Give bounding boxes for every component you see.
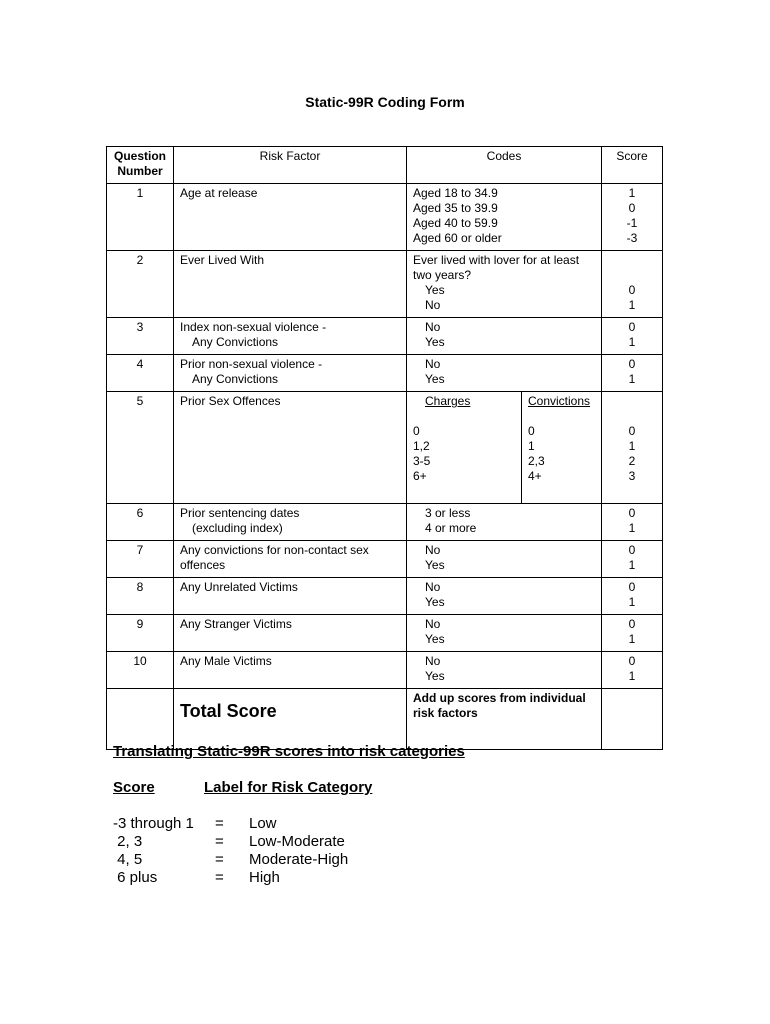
score-cell <box>602 318 663 355</box>
code-text: Yes <box>425 669 445 683</box>
convictions-value: 2,3 <box>528 454 545 468</box>
convictions-value: 0 <box>528 424 535 438</box>
category-score: 4, 5 <box>113 851 143 868</box>
risk-factor-text: Any Stranger Victims <box>180 617 292 631</box>
codes-header: Codes <box>407 147 602 184</box>
score-value: 0 <box>628 283 636 297</box>
code-text: No <box>425 543 441 557</box>
risk-factor-text: Any Male Victims <box>180 654 272 668</box>
category-label: High <box>249 869 280 886</box>
number-header-line: Number <box>117 164 163 178</box>
total-note-text: risk factors <box>413 706 478 720</box>
risk-factor-cell <box>174 615 407 652</box>
charges-value: 1,2 <box>413 439 430 453</box>
charges-value: 0 <box>413 424 420 438</box>
question-number: 6 <box>107 504 174 541</box>
score-cell <box>602 355 663 392</box>
code-text: 4 or more <box>425 521 477 535</box>
code-text: two years? <box>413 268 472 282</box>
question-number: 10 <box>107 652 174 689</box>
category-equals: = <box>215 833 224 850</box>
form-title: Static-99R Coding Form <box>305 94 465 110</box>
category-score: -3 through 1 <box>113 815 194 832</box>
total-score-input[interactable] <box>602 689 663 750</box>
code-text: Aged 18 to 34.9 <box>413 186 498 200</box>
code-text: No <box>425 357 441 371</box>
question-number: 2 <box>107 251 174 318</box>
code-text: Aged 40 to 59.9 <box>413 216 498 230</box>
score-value: -1 <box>626 216 638 230</box>
category-equals: = <box>215 815 224 832</box>
question-number: 4 <box>107 355 174 392</box>
score-cell <box>602 578 663 615</box>
spacer-line <box>528 484 595 499</box>
risk-factor-text: Age at release <box>180 186 258 200</box>
score-value: 1 <box>628 521 636 535</box>
coding-table <box>106 146 663 750</box>
score-value: 0 <box>628 543 636 557</box>
table-row <box>107 504 663 541</box>
score-value: 0 <box>628 201 636 215</box>
score-value: 1 <box>628 595 636 609</box>
total-note-text: Add up scores from individual <box>413 691 586 705</box>
score-value: 1 <box>628 186 636 200</box>
spacer-line <box>608 409 656 424</box>
score-value: 0 <box>628 320 636 334</box>
code-text: Aged 60 or older <box>413 231 502 245</box>
code-text: No <box>425 580 441 594</box>
charges-value: 3-5 <box>413 454 431 468</box>
score-cell <box>602 615 663 652</box>
score-column-heading: Score <box>113 779 155 796</box>
code-text: Yes <box>425 632 445 646</box>
risk-factor-text: Prior sentencing dates <box>180 506 300 520</box>
score-value: 1 <box>628 439 636 453</box>
total-label-cell <box>174 689 407 750</box>
score-value: -3 <box>626 231 638 245</box>
score-cell <box>602 652 663 689</box>
code-text: No <box>425 617 441 631</box>
risk-factor-text: offences <box>180 558 226 572</box>
category-label: Low <box>249 815 277 832</box>
label-column-heading: Label for Risk Category <box>204 779 373 796</box>
question-number: 7 <box>107 541 174 578</box>
convictions-header: Convictions <box>528 394 591 408</box>
score-value: 0 <box>628 617 636 631</box>
risk-factor-cell <box>174 504 407 541</box>
risk-factor-text: Any convictions for non-contact sex <box>180 543 369 557</box>
score-value: 0 <box>628 424 636 438</box>
table-row <box>107 392 663 504</box>
score-value: 0 <box>628 357 636 371</box>
table-row <box>107 615 663 652</box>
code-text: 3 or less <box>425 506 471 520</box>
code-text: No <box>425 320 441 334</box>
codes-cell <box>407 541 602 578</box>
convictions-value: 4+ <box>528 469 542 483</box>
score-cell <box>602 504 663 541</box>
code-text: Yes <box>425 595 445 609</box>
code-text: Ever lived with lover for at least <box>413 253 580 267</box>
risk-factor-cell <box>174 251 407 318</box>
table-row <box>107 251 663 318</box>
risk-factor-cell <box>174 392 407 504</box>
risk-factor-text: Any Convictions <box>192 372 279 386</box>
charges-header: Charges <box>425 394 471 408</box>
table-row <box>107 578 663 615</box>
codes-cell <box>407 504 602 541</box>
codes-cell <box>407 652 602 689</box>
risk-factor-text: Prior Sex Offences <box>180 394 281 408</box>
score-value: 1 <box>628 632 636 646</box>
score-value: 1 <box>628 298 636 312</box>
risk-factor-cell <box>174 578 407 615</box>
code-text: No <box>425 654 441 668</box>
codes-cell <box>407 318 602 355</box>
table-header-row <box>107 147 663 184</box>
codes-cell <box>407 578 602 615</box>
score-header: Score <box>602 147 663 184</box>
table-row <box>107 652 663 689</box>
charges-column <box>407 392 521 503</box>
score-value: 2 <box>628 454 636 468</box>
spacer-line <box>528 409 595 424</box>
codes-cell <box>407 251 602 318</box>
table-row <box>107 355 663 392</box>
score-cell <box>602 392 663 504</box>
total-note-cell <box>407 689 602 750</box>
score-value <box>608 268 656 283</box>
score-value: 1 <box>628 669 636 683</box>
code-text: No <box>425 298 441 312</box>
score-value: 0 <box>628 580 636 594</box>
risk-factor-text: Prior non-sexual violence - <box>180 357 323 371</box>
codes-cell <box>407 392 602 504</box>
risk-factor-cell <box>174 355 407 392</box>
risk-factor-text: Index non-sexual violence - <box>180 320 327 334</box>
code-text: Yes <box>425 283 445 297</box>
score-value: 0 <box>628 506 636 520</box>
spacer-line <box>608 394 656 409</box>
category-label: Low-Moderate <box>249 833 345 850</box>
score-value: 0 <box>628 654 636 668</box>
question-number-header <box>107 147 174 184</box>
table-row <box>107 318 663 355</box>
code-text: Aged 35 to 39.9 <box>413 201 498 215</box>
spacer-line <box>413 409 515 424</box>
code-text: Yes <box>425 558 445 572</box>
risk-factor-text: Any Convictions <box>192 335 279 349</box>
score-value: 1 <box>628 558 636 572</box>
risk-factor-text: Any Unrelated Victims <box>180 580 298 594</box>
codes-cell <box>407 184 602 251</box>
convictions-column <box>521 392 601 503</box>
convictions-value: 1 <box>528 439 535 453</box>
category-label: Moderate-High <box>249 851 349 868</box>
risk-factor-cell <box>174 184 407 251</box>
score-value: 3 <box>628 469 636 483</box>
code-text: Yes <box>425 335 445 349</box>
total-score-label: Total Score <box>180 701 277 721</box>
translation-heading: Translating Static-99R scores into risk categories <box>113 743 465 760</box>
risk-factor-text: Ever Lived With <box>180 253 265 267</box>
question-number: 8 <box>107 578 174 615</box>
risk-factor-cell <box>174 652 407 689</box>
table-row <box>107 541 663 578</box>
score-value: 1 <box>628 335 636 349</box>
category-equals: = <box>215 869 224 886</box>
charges-value: 6+ <box>413 469 427 483</box>
risk-factor-cell <box>174 318 407 355</box>
question-number: 1 <box>107 184 174 251</box>
category-equals: = <box>215 851 224 868</box>
score-cell <box>602 251 663 318</box>
codes-cell <box>407 355 602 392</box>
spacer-line <box>413 484 515 499</box>
score-value <box>608 253 656 268</box>
question-header-line: Question <box>113 149 166 163</box>
category-score: 6 plus <box>113 869 158 886</box>
total-row <box>107 689 663 750</box>
category-score: 2, 3 <box>113 833 143 850</box>
risk-factor-text: (excluding index) <box>192 521 283 535</box>
question-number: 5 <box>107 392 174 504</box>
question-number: 3 <box>107 318 174 355</box>
codes-cell <box>407 615 602 652</box>
total-blank-cell <box>107 689 174 750</box>
question-number: 9 <box>107 615 174 652</box>
score-cell <box>602 541 663 578</box>
charges-convictions-split <box>407 392 601 503</box>
risk-factor-header: Risk Factor <box>174 147 407 184</box>
table-row <box>107 184 663 251</box>
score-value: 1 <box>628 372 636 386</box>
risk-factor-cell <box>174 541 407 578</box>
code-text: Yes <box>425 372 445 386</box>
score-cell <box>602 184 663 251</box>
